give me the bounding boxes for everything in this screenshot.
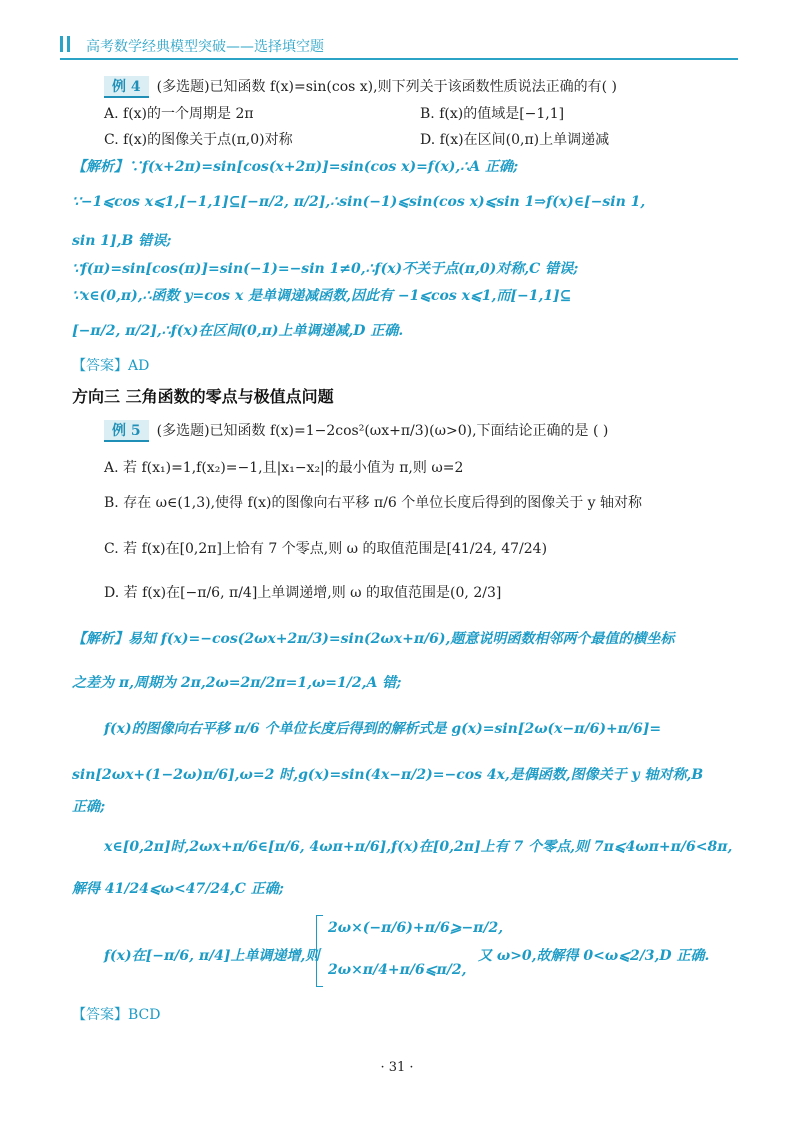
example5-system-line-2: 2ω×π/4+π/6⩽π/2, [328,962,467,978]
example4-analysis-1: 【解析】∵f(x+2π)=sin[cos(x+2π)]=sin(cos x)=f(x),∴A 正确; [72,159,519,175]
example5-analysis-7: 解得 41/24⩽ω<47/24,C 正确; [72,881,284,897]
example5-option-c: C. 若 f(x)在[0,2π]上恰有 7 个零点,则 ω 的取值范围是[41/24, 47/24) [104,541,548,557]
example4-answer: 【答案】AD [72,358,150,374]
example5-analysis-8-lead: f(x)在[−π/6, π/4]上单调递增,则 [104,948,320,964]
section-title: 方向三 三角函数的零点与极值点问题 [72,387,334,406]
header-rule [60,58,738,60]
example5-analysis-1: 【解析】易知 f(x)=−cos(2ωx+2π/3)=sin(2ωx+π/6),题意说明函数相邻两个最值的横坐标 [72,631,675,647]
example4-analysis-5: ∵x∈(0,π),∴函数 y=cos x 是单调递减函数,因此有 −1⩽cos x⩽1,而[−1,1]⊆ [72,288,572,304]
example5-analysis-6: x∈[0,2π]时,2ωx+π/6∈[π/6, 4ωπ+π/6],f(x)在[0,2π]上有 7 个零点,则 7π⩽4ωπ+π/6<8π, [104,839,733,855]
example5-analysis-2: 之差为 π,周期为 2π,2ω=2π/2π=1,ω=1/2,A 错; [72,675,402,691]
example5-answer: 【答案】BCD [72,1007,161,1023]
example4-option-b: B. f(x)的值域是[−1,1] [420,106,565,122]
example4-option-c: C. f(x)的图像关于点(π,0)对称 [104,132,293,148]
example5-analysis-8-result: 又 ω>0,故解得 0<ω⩽2/3,D 正确. [478,948,710,964]
header-decoration [60,36,70,52]
example5-label: 例 5 [104,420,149,442]
example5-option-b: B. 存在 ω∈(1,3),使得 f(x)的图像向右平移 π/6 个单位长度后得到的图像关于 y 轴对称 [104,495,643,511]
example4-label: 例 4 [104,76,149,98]
example5-analysis-4: sin[2ωx+(1−2ω)π/6],ω=2 时,g(x)=sin(4x−π/2)=−cos 4x,是偶函数,图像关于 y 轴对称,B [72,767,704,783]
example4-option-d: D. f(x)在区间(0,π)上单调递减 [420,132,610,148]
example4-analysis-4: ∵f(π)=sin[cos(π)]=sin(−1)=−sin 1≠0,∴f(x)不关于点(π,0)对称,C 错误; [72,261,579,277]
example5-analysis-3: f(x)的图像向右平移 π/6 个单位长度后得到的解析式是 g(x)=sin[2ω(x−π/6)+π/6]= [104,721,662,737]
example4-question: (多选题)已知函数 f(x)=sin(cos x),则下列关于该函数性质说法正确的有( ) [156,79,617,95]
example4-option-a: A. f(x)的一个周期是 2π [104,106,254,122]
page-number: · 31 · [380,1060,414,1075]
system-brace [316,915,323,987]
example4-stem [104,76,617,98]
example5-option-a: A. 若 f(x₁)=1,f(x₂)=−1,且|x₁−x₂|的最小值为 π,则 ω=2 [104,460,464,476]
example5-system-line-1: 2ω×(−π/6)+π/6⩾−π/2, [328,920,504,936]
example5-stem [104,420,608,442]
example4-analysis-3: sin 1],B 错误; [72,233,172,249]
example5-question: (多选题)已知函数 f(x)=1−2cos²(ωx+π/3)(ω>0),下面结论正确的是 ( ) [156,423,609,439]
example5-option-d: D. 若 f(x)在[−π/6, π/4]上单调递增,则 ω 的取值范围是(0, 2/3] [104,585,502,601]
example4-analysis-6: [−π/2, π/2],∴f(x)在区间(0,π)上单调递减,D 正确. [72,323,404,339]
example4-analysis-2: ∵−1⩽cos x⩽1,[−1,1]⊆[−π/2, π/2],∴sin(−1)⩽sin(cos x)⩽sin 1⇒f(x)∈[−sin 1, [72,194,646,210]
header-title: 高考数学经典模型突破——选择填空题 [86,39,324,55]
example5-analysis-5: 正确; [72,799,106,815]
